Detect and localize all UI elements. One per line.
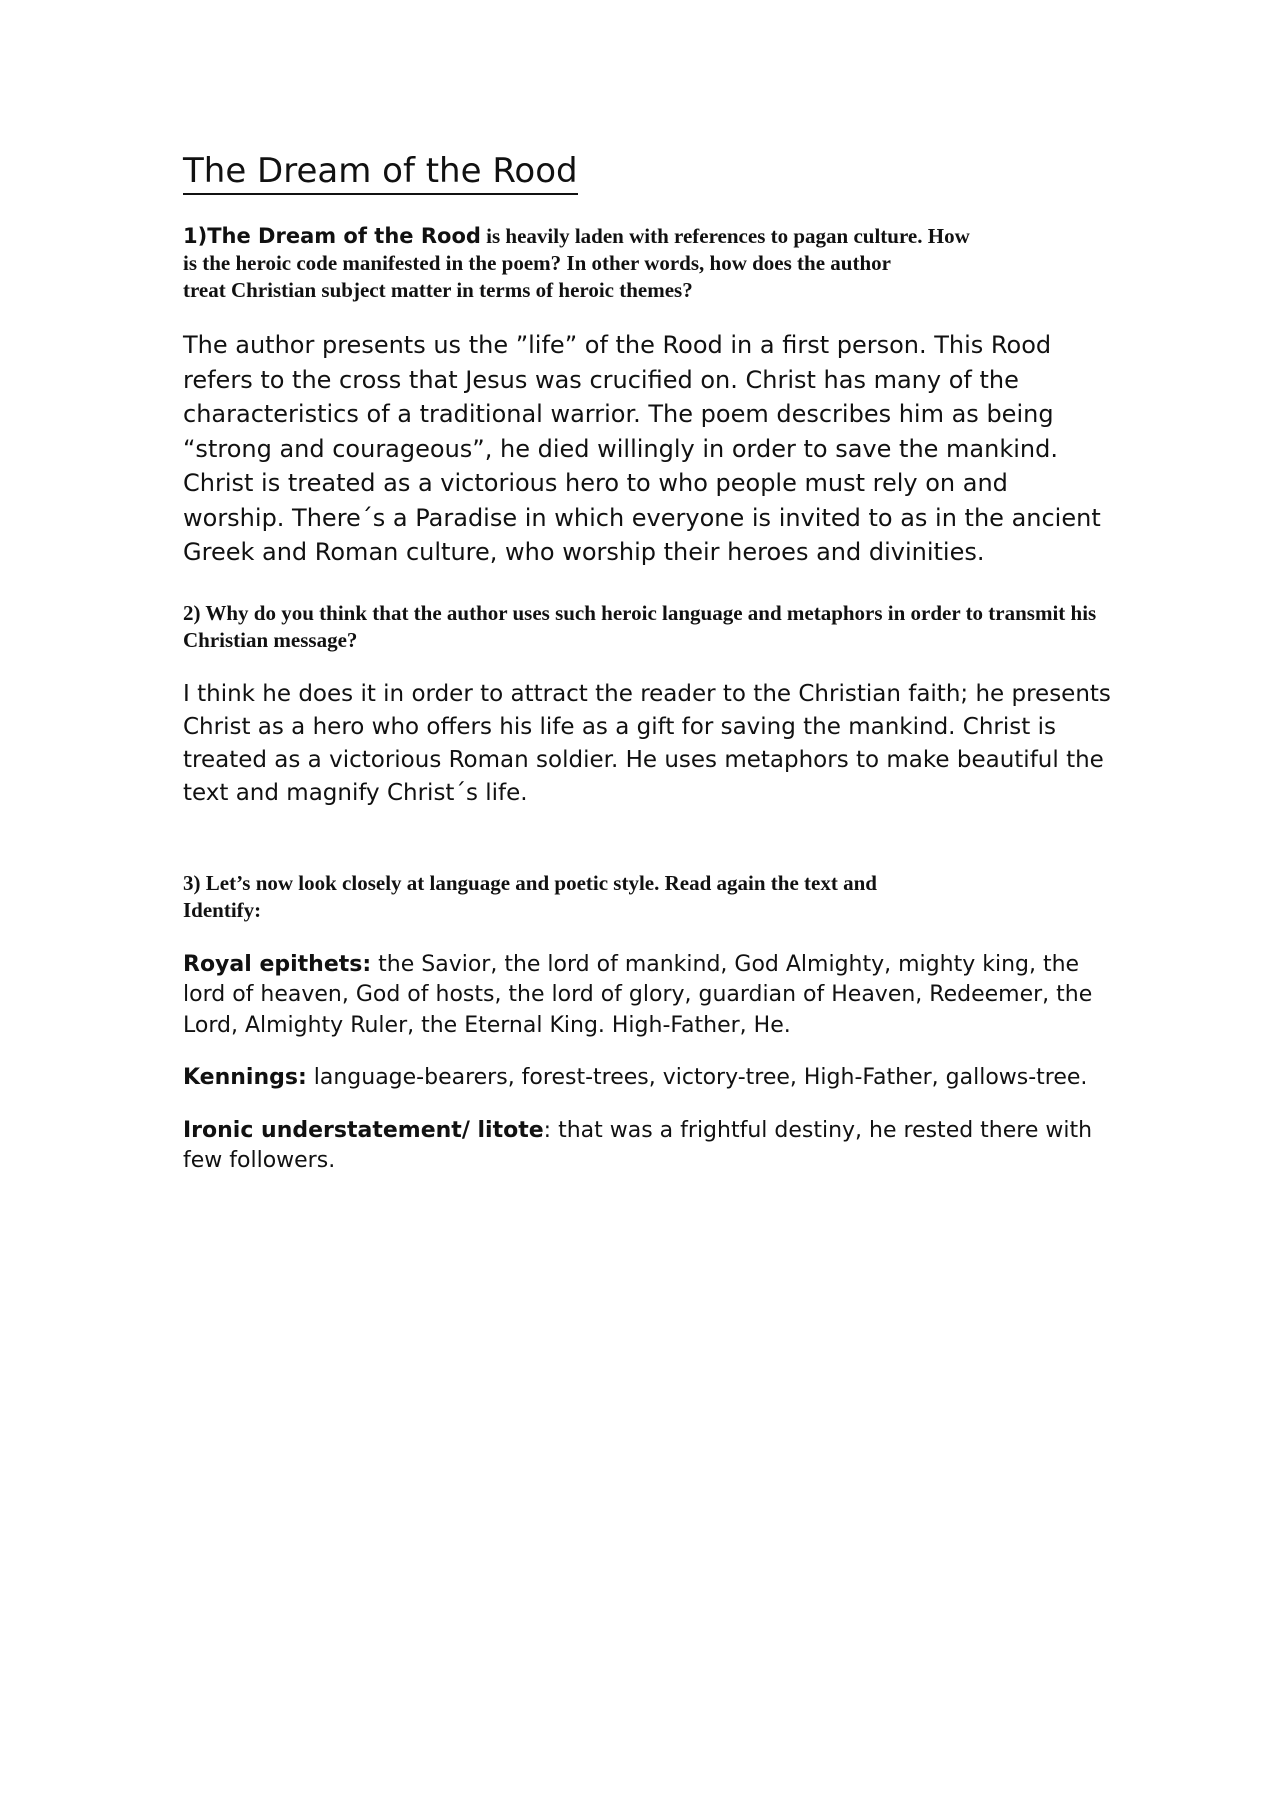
question-2: 2) Why do you think that the author uses such heroic language and metaphors in order to transmit his Christian message? [183,600,1097,652]
litote-paragraph [183,1116,1113,1177]
kennings-term: Kennings: [183,1065,307,1090]
question-3 [183,870,1113,924]
question-1 [183,223,1083,304]
question-1-line-1: is heavily laden with references to pagan culture. How [480,224,970,248]
royal-epithets-text: the Savior, the lord of mankind, God Almighty, mighty king, the lord of heaven, God of hosts, the lord of glory, guardian of Heaven, Redeemer, the Lord, Almighty Ruler, the Eternal King. High-Father, He. [183,951,1093,1038]
royal-epithets-term: Royal epithets: [183,951,372,977]
question-1-line-3: treat Christian subject matter in terms of heroic themes? [183,278,693,302]
answer-2: I think he does it in order to attract the reader to the Christian faith; he presents Christ as a hero who offers his life as a gift for saving the mankind. Christ is treated as a victorious Roman soldier. He uses metaphors to make beautiful the text and magnify Christ´s life. [183,680,1111,806]
question-1-lead: 1)The Dream of the Rood [183,224,481,248]
litote-text: : that was a frightful destiny, he rested there with few followers. [183,1117,1093,1173]
document-page [183,150,1113,1177]
document-title: The Dream of the Rood [183,150,578,195]
question-3-line-1: 3) Let’s now look closely at language and poetic style. Read again the text and [183,870,877,895]
litote-term: Ironic understatement/ litote [183,1117,544,1143]
question-3-line-2: Identify: [183,897,262,922]
royal-epithets-paragraph [183,950,1113,1042]
kennings-paragraph [183,1063,1113,1094]
question-1-line-2: is the heroic code manifested in the poem? In other words, how does the author [183,251,891,275]
answer-1: The author presents us the ”life” of the Rood in a first person. This Rood refers to the cross that Jesus was crucified on. Christ has many of the characteristics of a traditional warrior. The poem describes him as being “strong and courageous”, he died willingly in order to save the mankind. Christ is treated as a victorious hero to who people must rely on and worship. There´s a Paradise in which everyone is invited to as in the ancient Greek and Roman culture, who worship their heroes and divinities. [183,331,1101,566]
kennings-text: language-bearers, forest-trees, victory-tree, High-Father, gallows-tree. [306,1065,1088,1090]
